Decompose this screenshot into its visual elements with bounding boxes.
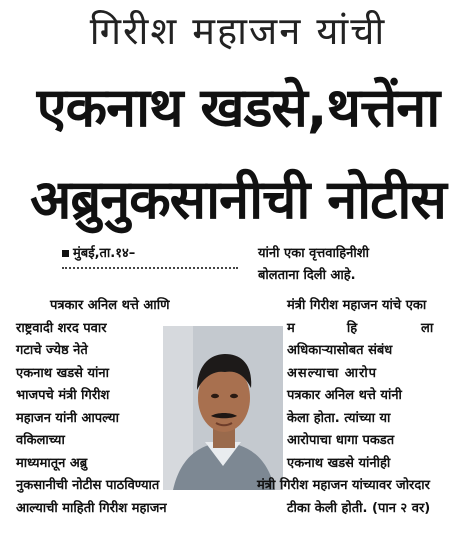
text-line: टीका केली होती. (पान २ वर)	[287, 500, 431, 516]
text-line: नुकसानीची नोटीस पाठविण्यात	[16, 478, 160, 493]
left-column	[16, 295, 169, 520]
text-line: एकनाथ खडसे यांना	[16, 365, 109, 381]
text-line: पत्रकार अनिल थत्ते यांनी	[287, 388, 402, 403]
text-line: माध्यमातून अब्रु	[16, 455, 88, 471]
text-line: पत्रकार अनिल थत्ते आणि	[50, 298, 170, 313]
mid-column-top	[258, 243, 369, 287]
text-line: आरोपाचा धागा पकडत	[287, 433, 395, 448]
dateline-text: मुंबई,ता.१४–	[73, 246, 136, 261]
portrait-image	[163, 326, 283, 490]
text-line: केला होता. त्यांच्या या	[287, 410, 391, 426]
text-line: भाजपचे मंत्री गिरीश	[16, 388, 110, 403]
text-line: यांनी एका वृत्तवाहिनीशी	[258, 246, 369, 261]
text-line: महाजन यांनी आपल्या	[16, 410, 119, 426]
text-fragment: ला	[421, 320, 434, 336]
headline-line-2: अब्रुनुकसानीची नोटीस	[30, 168, 446, 231]
text-line: आल्याची माहिती गिरीश महाजन	[16, 500, 167, 516]
bullet-square-icon	[62, 250, 69, 257]
headline-kicker: गिरीश महाजन यांची	[89, 9, 387, 53]
headline-line-1: एकनाथ खडसे,थत्तेंना	[36, 76, 440, 139]
text-line: अधिकाऱ्यासोबत संबंध	[287, 343, 393, 358]
text-line: असल्याचा आरोप	[287, 365, 378, 381]
right-column	[257, 295, 434, 520]
text-line: मंत्री गिरीश महाजन यांच्यावर जोरदार	[257, 478, 430, 493]
dotted-divider	[62, 267, 238, 269]
text-fragment: हि	[346, 320, 358, 336]
text-line: मंत्री गिरीश महाजन यांचे एका	[287, 298, 427, 313]
text-line: गटाचे ज्येष्ठ नेते	[16, 343, 88, 358]
news-photo	[163, 326, 283, 490]
text-line: बोलताना दिली आहे.	[258, 268, 356, 283]
text-line: एकनाथ खडसे यांनीही	[287, 455, 391, 471]
text-line-spaced	[287, 318, 433, 341]
text-line: वकिलाच्या	[16, 433, 65, 448]
dateline	[62, 243, 135, 261]
text-fragment: म	[287, 320, 295, 336]
text-line: राष्ट्रवादी शरद पवार	[16, 320, 107, 336]
